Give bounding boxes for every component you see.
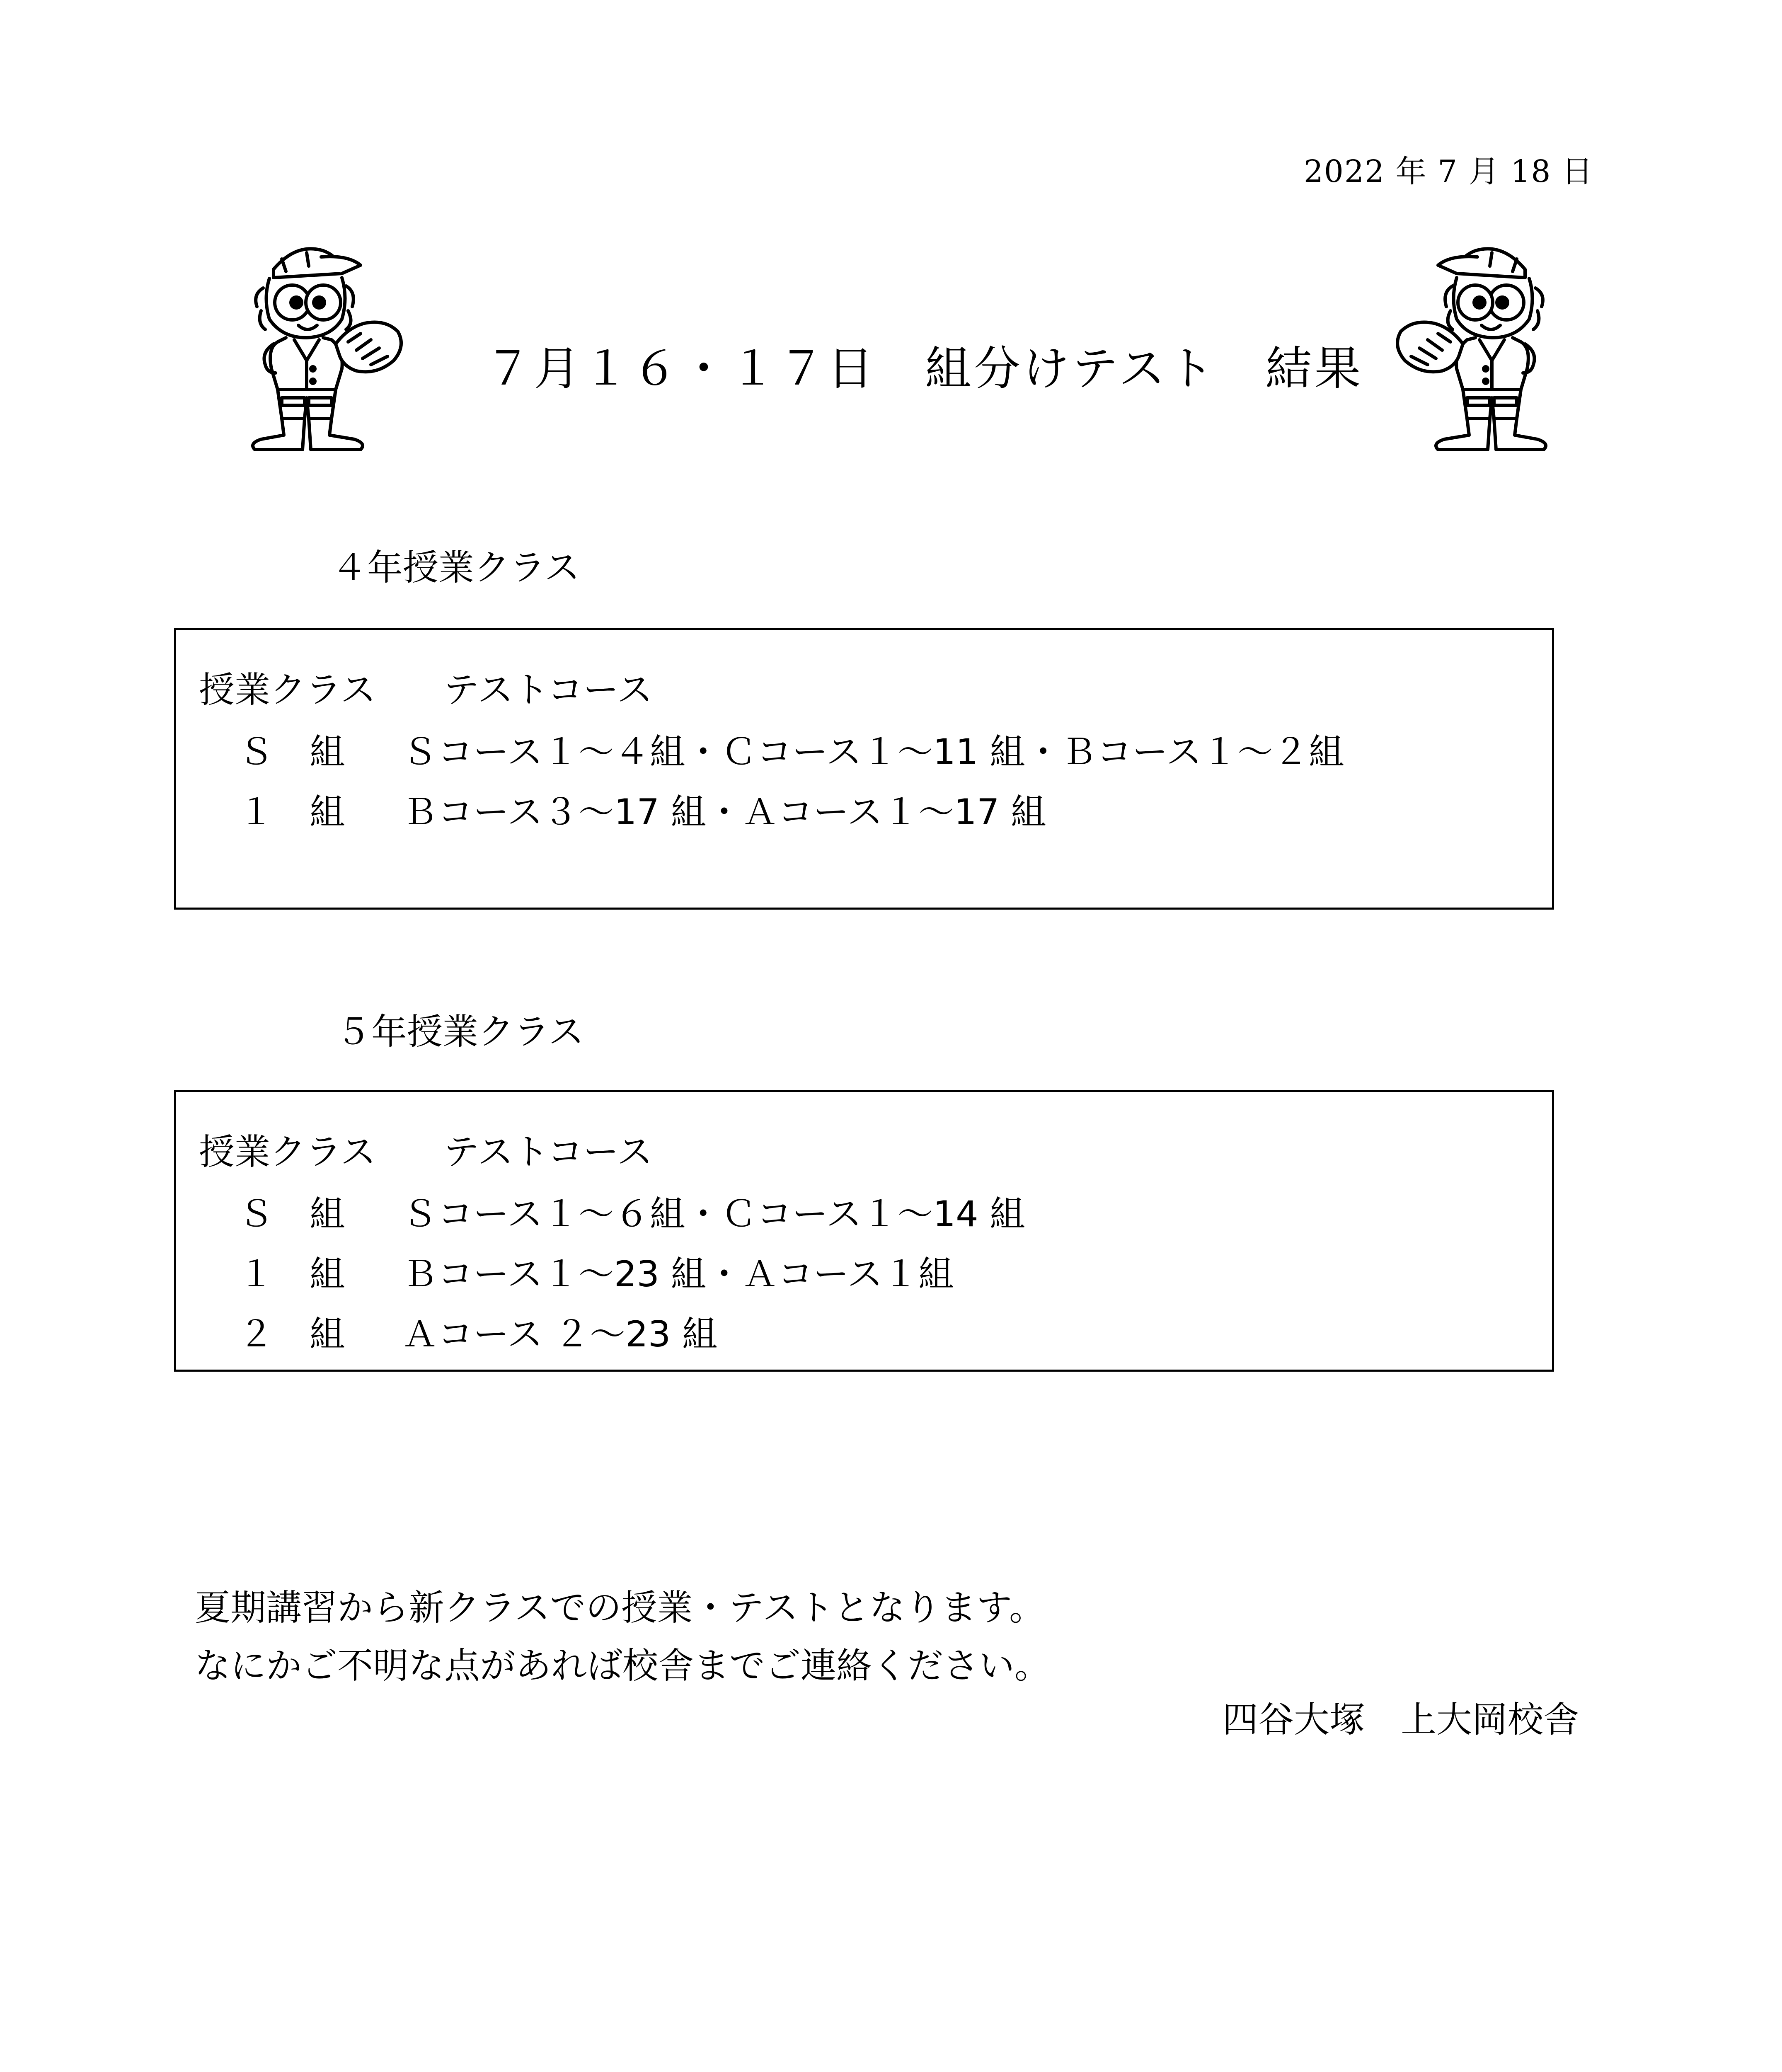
course-column-label: テストコース — [443, 669, 653, 711]
course-list: Ｓコース１～６組・Ｃコース１～14 組 — [402, 1193, 1026, 1235]
signature: 四谷大塚 上大岡校舎 — [1223, 1699, 1579, 1740]
results-box-grade5 — [174, 1090, 1554, 1372]
section-heading-grade5: ５年授業クラス — [336, 1011, 584, 1053]
course-list: Ａコース ２～23 組 — [402, 1314, 718, 1355]
box-header — [199, 661, 653, 712]
class-name: ２ 組 — [238, 1314, 345, 1355]
results-box-grade4 — [174, 628, 1554, 910]
notice-line: 夏期講習から新クラスでの授業・テストとなります。 — [195, 1587, 1045, 1629]
notice-line: なにかご不明な点があれば校舎までご連絡ください。 — [195, 1645, 1050, 1687]
section-heading-grade4: ４年授業クラス — [332, 547, 580, 588]
result-row — [238, 1245, 954, 1297]
document-date: 2022 年 7 月 18 日 — [1303, 154, 1593, 189]
course-list: Ｓコース１～４組・Ｃコース１～11 組・Ｂコース１～２組 — [402, 731, 1344, 773]
class-name: １ 組 — [238, 792, 345, 833]
class-name: Ｓ 組 — [238, 731, 345, 773]
result-row — [238, 723, 1344, 775]
page-title: ７月１６・１７日 組分けテスト 結果 — [485, 342, 1363, 396]
baseball-kid-icon — [224, 240, 406, 456]
box-header — [199, 1123, 653, 1174]
class-name: １ 組 — [238, 1254, 345, 1295]
class-column-label: 授業クラス — [199, 1131, 376, 1173]
baseball-kid-icon — [1392, 240, 1575, 456]
result-row — [238, 783, 1046, 835]
class-name: Ｓ 組 — [238, 1193, 345, 1235]
course-list: Ｂコース３～17 組・Ａコース１～17 組 — [402, 792, 1046, 833]
class-column-label: 授業クラス — [199, 669, 376, 711]
result-row — [238, 1185, 1025, 1237]
course-column-label: テストコース — [443, 1131, 653, 1173]
result-row — [238, 1305, 718, 1357]
course-list: Ｂコース１～23 組・Ａコース１組 — [402, 1254, 954, 1295]
